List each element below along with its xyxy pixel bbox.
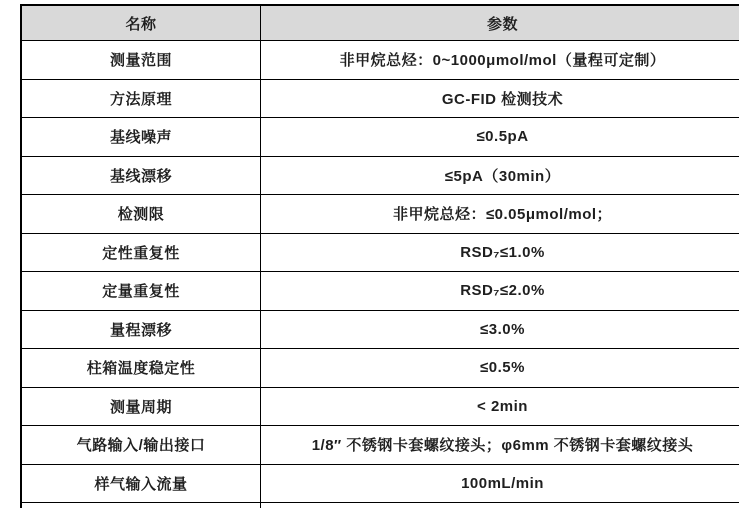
- spec-row: [21, 41, 739, 80]
- spec-name-cell: 定量重复性: [21, 272, 261, 311]
- spec-row: [21, 464, 739, 503]
- spec-row: [21, 387, 739, 426]
- spec-name-cell: [21, 503, 261, 508]
- spec-name-cell: 定性重复性: [21, 233, 261, 272]
- spec-table-body: [21, 41, 739, 508]
- spec-value-cell: < 2min: [261, 387, 739, 426]
- header-row: [21, 5, 739, 41]
- spec-value-cell: ≤3.0%: [261, 310, 739, 349]
- spec-value-cell: 100mL/min: [261, 464, 739, 503]
- header-cell-name: 名称: [21, 5, 261, 41]
- spec-table-header: [21, 5, 739, 41]
- spec-name-cell: 测量范围: [21, 41, 261, 80]
- spec-row: [21, 310, 739, 349]
- spec-row: [21, 79, 739, 118]
- spec-row: [21, 272, 739, 311]
- spec-row-partial: [21, 503, 739, 508]
- spec-name-cell: 样气输入流量: [21, 464, 261, 503]
- spec-name-cell: 基线噪声: [21, 118, 261, 157]
- spec-value-cell: ≤5pA（30min）: [261, 156, 739, 195]
- spec-value-cell: RSD₇≤2.0%: [261, 272, 739, 311]
- spec-name-cell: 基线漂移: [21, 156, 261, 195]
- spec-table: [20, 4, 739, 508]
- spec-value-cell: ≤0.5pA: [261, 118, 739, 157]
- spec-value-cell: RSD₇≤1.0%: [261, 233, 739, 272]
- spec-value-cell: GC-FID 检测技术: [261, 79, 739, 118]
- spec-row: [21, 426, 739, 465]
- spec-value-cell: ≤0.5%: [261, 349, 739, 388]
- spec-row: [21, 156, 739, 195]
- spec-value-cell: [261, 503, 739, 508]
- spec-row: [21, 233, 739, 272]
- spec-name-cell: 方法原理: [21, 79, 261, 118]
- header-cell-value: 参数: [261, 5, 739, 41]
- spec-value-cell: 1/8″ 不锈钢卡套螺纹接头；φ6mm 不锈钢卡套螺纹接头: [261, 426, 739, 465]
- spec-value-cell: 非甲烷总烃：0~1000μmol/mol（量程可定制）: [261, 41, 739, 80]
- spec-row: [21, 349, 739, 388]
- spec-row: [21, 118, 739, 157]
- spec-row: [21, 195, 739, 234]
- spec-name-cell: 测量周期: [21, 387, 261, 426]
- spec-name-cell: 气路输入/输出接口: [21, 426, 261, 465]
- spec-name-cell: 量程漂移: [21, 310, 261, 349]
- spec-name-cell: 柱箱温度稳定性: [21, 349, 261, 388]
- spec-value-cell: 非甲烷总烃：≤0.05μmol/mol；: [261, 195, 739, 234]
- spec-name-cell: 检测限: [21, 195, 261, 234]
